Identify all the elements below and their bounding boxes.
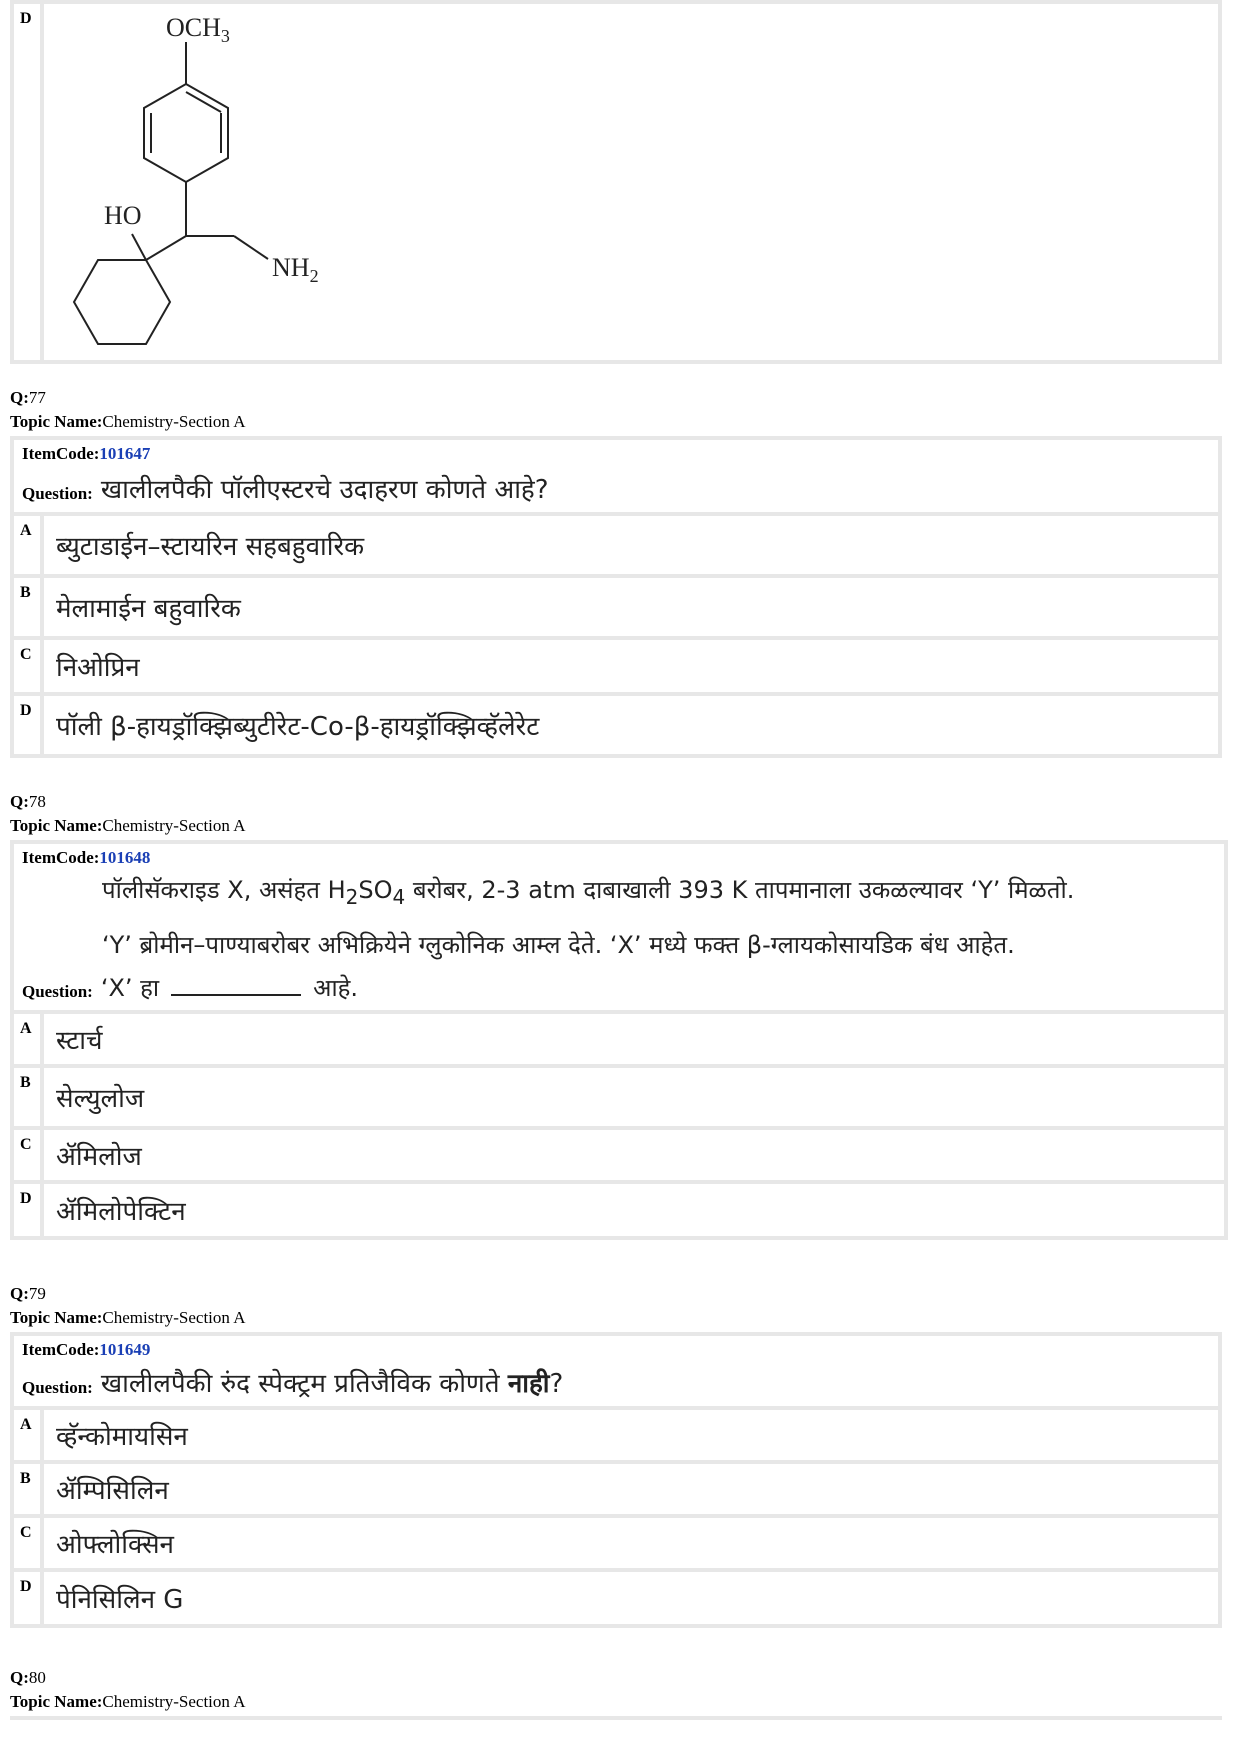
topic-label: Topic Name: — [10, 1692, 103, 1711]
och3-label: OCH — [166, 13, 221, 42]
question-paragraph — [22, 868, 1214, 971]
option-letter: D — [14, 696, 44, 754]
q-number: 77 — [28, 388, 46, 407]
option-row-d[interactable] — [14, 4, 1218, 360]
topic-name: Chemistry-Section A — [102, 816, 246, 835]
topic-label: Topic Name: — [10, 816, 103, 835]
question-stem — [14, 440, 1218, 516]
topic-name: Chemistry-Section A — [102, 1308, 246, 1327]
prev-option-table — [10, 0, 1222, 364]
option-structure — [44, 4, 1218, 360]
question-label: Question: — [22, 484, 93, 503]
q-label: Q: — [10, 1284, 29, 1303]
option-row-a[interactable] — [14, 1410, 1218, 1464]
option-row-b[interactable] — [14, 1464, 1218, 1518]
question-text: खालीलपैकी रुंद स्पेक्ट्रम प्रतिजैविक कोणते नाही? — [100, 1369, 564, 1399]
topic-label: Topic Name: — [10, 1308, 103, 1327]
option-text: ॲमिलोपेक्टिन — [56, 1196, 186, 1227]
option-text: मेलामाईन बहुवारिक — [56, 594, 241, 624]
q-number: 80 — [28, 1668, 46, 1687]
question-header-77 — [10, 386, 245, 434]
option-text: पॉली β-हायड्रॉक्झिब्युटीरेट-Co-β-हायड्रॉक्झिव्हॅलेरेट — [56, 712, 540, 742]
option-text: व्हॅन्कोमायसिन — [56, 1422, 188, 1452]
svg-text:OCH3 — [166, 13, 230, 46]
option-text: निओप्रिन — [56, 653, 140, 683]
option-row-c[interactable] — [14, 640, 1218, 696]
option-letter: A — [14, 516, 44, 574]
question-stem — [14, 844, 1224, 1014]
option-letter: C — [14, 1130, 44, 1180]
option-letter: D — [14, 1184, 44, 1236]
molecule-structure — [56, 4, 376, 354]
question-label: Question: — [22, 981, 93, 1001]
option-row-c[interactable] — [14, 1130, 1224, 1184]
question-table-77 — [10, 436, 1222, 758]
option-text: पेनिसिलिन G — [56, 1585, 184, 1615]
option-letter: B — [14, 1068, 44, 1126]
question-stem — [14, 1336, 1218, 1410]
option-row-a[interactable] — [14, 1014, 1224, 1068]
option-text: सेल्युलोज — [56, 1083, 145, 1114]
answer-blank — [171, 974, 301, 996]
q-label: Q: — [10, 792, 29, 811]
svg-text:NH2 — [272, 253, 319, 286]
option-row-c[interactable] — [14, 1518, 1218, 1572]
topic-label: Topic Name: — [10, 412, 103, 431]
question-table-79 — [10, 1332, 1222, 1628]
q-number: 78 — [28, 792, 46, 811]
option-row-d[interactable] — [14, 1184, 1224, 1236]
option-letter: D — [14, 1572, 44, 1624]
option-letter: C — [14, 640, 44, 692]
q-number: 79 — [28, 1284, 46, 1303]
option-letter: C — [14, 1518, 44, 1568]
option-row-a[interactable] — [14, 516, 1218, 578]
option-row-d[interactable] — [14, 696, 1218, 754]
question-header-79 — [10, 1282, 245, 1330]
option-row-b[interactable] — [14, 1068, 1224, 1130]
itemcode: ItemCode:101647 — [22, 444, 151, 463]
option-letter: B — [14, 578, 44, 636]
nh2-label: NH — [272, 253, 310, 282]
question-table-78 — [10, 840, 1228, 1240]
option-text: ॲम्पिसिलिन — [56, 1476, 169, 1506]
itemcode: ItemCode:101648 — [22, 848, 151, 867]
question-line-2: ‘Y’ ब्रोमीन–पाण्याबरोबर अभिक्रियेने ग्लुकोनिक आम्ल देते. ‘X’ मध्ये फक्त β-ग्लायकोसायडिक बंध आहेत. — [102, 930, 1015, 959]
ho-label: HO — [104, 201, 142, 230]
och3-subscript: 3 — [220, 26, 230, 46]
question-header-80 — [10, 1666, 245, 1714]
option-letter: A — [14, 1014, 44, 1064]
option-letter: A — [14, 1410, 44, 1460]
option-letter: D — [14, 4, 44, 360]
question-label: Question: — [22, 1378, 93, 1397]
option-row-d[interactable] — [14, 1572, 1218, 1624]
topic-name: Chemistry-Section A — [102, 412, 246, 431]
nh2-subscript: 2 — [309, 266, 319, 286]
option-text: ओफ्लोक्सिन — [56, 1530, 174, 1560]
option-row-b[interactable] — [14, 578, 1218, 640]
emphasis-nahi: नाही — [507, 1369, 550, 1399]
option-text: ॲमिलोज — [56, 1141, 142, 1172]
question-table-80-top-edge — [10, 1716, 1222, 1720]
question-text: खालीलपैकी पॉलीएस्टरचे उदाहरण कोणते आहे? — [100, 475, 549, 505]
q-label: Q: — [10, 1668, 29, 1687]
question-line-1: पॉलीसॅकराइड X, असंहत $H_2SO_4$ बरोबर, 2-3 atm दाबाखाली 393 K तापमानाला उकळल्यावर ‘Y’ मिळतो. — [102, 876, 1075, 909]
option-letter: B — [14, 1464, 44, 1514]
question-line-3: ‘X’ हा आहे. — [100, 973, 359, 1002]
itemcode: ItemCode:101649 — [22, 1340, 151, 1359]
question-header-78 — [10, 790, 245, 838]
option-text: ब्युटाडाईन–स्टायरिन सहबहुवारिक — [56, 532, 365, 562]
topic-name: Chemistry-Section A — [102, 1692, 246, 1711]
q-label: Q: — [10, 388, 29, 407]
option-text: स्टार्च — [56, 1025, 103, 1056]
